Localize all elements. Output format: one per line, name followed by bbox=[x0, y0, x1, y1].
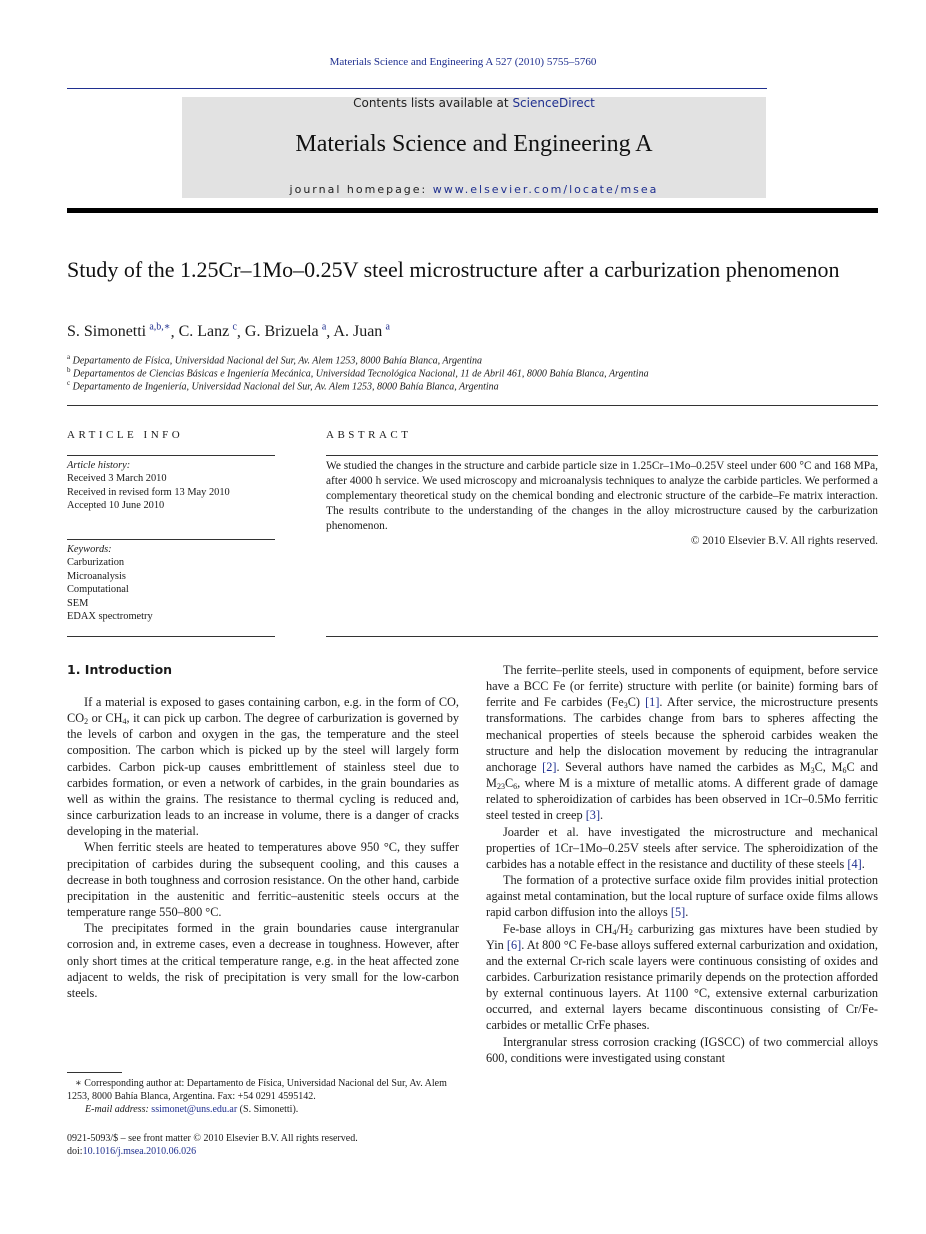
text-run: When ferritic steels are heated to temperatures above 950 °C, they suffer precipitation of carbides during the subsequent cooling, and this causes a decrease in both toughness and corrosion resistance. On the other hand, carbide precipitation in the austenitic and ferritic–austenitic steels occurs at the temperature range 550–800 °C. bbox=[67, 840, 459, 920]
email-suffix: (S. Simonetti). bbox=[237, 1104, 299, 1116]
subscript: 3 bbox=[810, 765, 815, 775]
keyword-list bbox=[67, 556, 277, 623]
reference-link[interactable]: [6] bbox=[506, 937, 522, 952]
text-run: The formation of a protective surface oxide film provides initial protection against metal contamination, but the local rupture of surface oxide films allows rapid carbon diffusion into the alloys bbox=[486, 873, 878, 920]
reference-link[interactable]: [5] bbox=[670, 905, 686, 920]
author-affiliation-mark[interactable]: c bbox=[232, 322, 237, 333]
text-run: Intergranular stress corrosion cracking (IGSCC) of two commercial alloys 600, conditions were investigated using constant bbox=[486, 1034, 878, 1065]
text-run: C, M bbox=[814, 759, 843, 774]
header-rule bbox=[67, 88, 767, 89]
body-column-right bbox=[486, 662, 878, 1066]
text-run: If a material is exposed to gases containing carbon, e.g. in the form of CO, CO bbox=[67, 695, 459, 726]
text-run: The precipitates formed in the grain boundaries cause intergranular corrosion and, in extreme cases, even a decrease in toughness. However, after only short times at the critical temperature range, e.g. in the heat affected zone adjacent to welds, the risk of precipitation is very small for the low-carbon steels. bbox=[67, 921, 459, 1000]
subscript: 4 bbox=[612, 927, 617, 937]
contents-prefix: Contents lists available at bbox=[353, 96, 513, 110]
doi-link[interactable]: 10.1016/j.msea.2010.06.026 bbox=[82, 1146, 197, 1158]
keyword: Computational bbox=[67, 584, 129, 596]
section-heading-introduction: 1. Introduction bbox=[67, 662, 173, 677]
text-run: . After service, the microstructure presents transformations. The carbides change from bars to spheres affecting the mechanical properties of steels because the spheroid carbides weaken the structure and help the dislocation movement by reducing the intragranular anchorage bbox=[486, 695, 878, 774]
abstract-rule bbox=[326, 455, 878, 456]
meta-divider bbox=[67, 405, 878, 406]
keyword: SEM bbox=[67, 597, 89, 609]
text-run: , it can pick up carbon. The degree of carburization is governed by the levels of carbon and oxygen in the gas, the temperature and the steel composition. The carbon which is picked up by the steel will largely form carbides. Carbon pick-up causes embrittlement of stainless steel due to carbides formation, or even a network of carbides, in the grain boundaries as well as within the grains. The resistance to thermal cycling is reduced and, since carburization leads to an increase in volume, there is a danger of cracks developing in the material. bbox=[67, 711, 459, 839]
contents-line bbox=[182, 96, 766, 110]
homepage-prefix: journal homepage: bbox=[289, 183, 433, 196]
author-affiliation-mark[interactable]: a bbox=[321, 322, 327, 333]
abstract-heading: ABSTRACT bbox=[326, 429, 412, 441]
journal-citation[interactable]: Materials Science and Engineering A 527 (2010) 5755–5760 bbox=[329, 56, 597, 68]
page-footer bbox=[67, 1132, 462, 1158]
reference-link[interactable]: [2] bbox=[542, 759, 557, 774]
footnote-star: ∗ bbox=[75, 1078, 82, 1089]
keywords-label: Keywords: bbox=[67, 544, 112, 555]
author[interactable] bbox=[179, 323, 237, 340]
text-run: C bbox=[504, 776, 514, 791]
text-run: . bbox=[600, 808, 604, 823]
author[interactable] bbox=[333, 323, 390, 340]
text-run: . Several authors have named the carbides as M bbox=[556, 759, 811, 774]
footnote-text: Corresponding author at: Departamento de Física, Universidad Nacional del Sur, Av. Alem 1253, 8000 Bahía Blanca, Argentina. Fax: +54 0291 4595142. bbox=[67, 1078, 447, 1103]
text-run: . bbox=[685, 905, 689, 920]
footnote-rule bbox=[67, 1072, 122, 1073]
reference-link[interactable]: [1] bbox=[645, 695, 660, 710]
subscript: 6 bbox=[842, 765, 847, 775]
text-run: . At 800 °C Fe-base alloys suffered external carburization and oxidation, and the external Cr-rich scale layers were continuous consisting of oxides and carbides. Carburization resistance primarily depends on the protection afforded by external continuous layers. At 1100 °C, extensive external carburization occurred, and external layers became discontinuous consisting of Cr/Fe-carbides or metallic CrFe phases. bbox=[486, 937, 879, 1033]
body-paragraph bbox=[486, 662, 878, 824]
body-paragraph bbox=[486, 872, 878, 920]
author-name[interactable]: C. Lanz bbox=[178, 323, 230, 341]
subscript: 4 bbox=[122, 717, 127, 727]
affiliation-text: Departamentos de Ciencias Básicas e Ingeniería Mecánica, Universidad Tecnológica Nacional, 11 de Abril 461, 8000 Bahía Blanca, Argentina bbox=[73, 368, 649, 380]
author[interactable] bbox=[245, 323, 326, 340]
article-history bbox=[67, 459, 277, 513]
issn-line: 0921-5093/$ – see front matter © 2010 Elsevier B.V. All rights reserved. bbox=[67, 1133, 358, 1144]
email-link[interactable]: ssimonet@uns.edu.ar bbox=[151, 1104, 238, 1116]
keyword: Carburization bbox=[67, 557, 125, 569]
text-run: or CH bbox=[88, 711, 123, 726]
body-paragraph bbox=[486, 1034, 878, 1066]
title-divider bbox=[67, 208, 878, 213]
subscript: 2 bbox=[628, 927, 633, 937]
doi-prefix: doi: bbox=[67, 1146, 83, 1158]
author-affiliation-mark[interactable]: a,b,∗ bbox=[149, 322, 171, 333]
info-bottom-rule bbox=[67, 636, 275, 637]
reference-link[interactable]: [3] bbox=[585, 808, 601, 823]
article-title: Study of the 1.25Cr–1Mo–0.25V steel microstructure after a carburization phenomenon bbox=[67, 257, 840, 282]
doi-line bbox=[67, 1145, 462, 1158]
history-entry: Received in revised form 13 May 2010 bbox=[67, 486, 230, 498]
body-paragraph bbox=[67, 920, 459, 1001]
author-name[interactable]: G. Brizuela bbox=[244, 323, 319, 341]
abstract-bottom-rule bbox=[326, 636, 878, 637]
text-run: carburizing gas mixtures have been studied by Yin bbox=[486, 921, 878, 952]
subscript: 3 bbox=[623, 701, 628, 711]
subscript: 23 bbox=[496, 782, 505, 792]
journal-title: Materials Science and Engineering A bbox=[295, 131, 653, 157]
affiliation-label: b bbox=[67, 366, 71, 374]
text-run: /H bbox=[616, 921, 629, 936]
keywords-rule bbox=[67, 539, 275, 540]
text-run: . bbox=[861, 856, 865, 871]
body-column-left bbox=[67, 694, 459, 1001]
text-run: C) bbox=[627, 695, 646, 710]
corresponding-author-footnote bbox=[67, 1077, 462, 1117]
body-paragraph bbox=[486, 921, 878, 1034]
text-run: The ferrite–perlite steels, used in components of equipment, before service have a BCC Fe (or ferrite) structure with perlite (or bainite) forming bars of ferrite and Fe carbides (Fe bbox=[486, 663, 878, 710]
affiliation-label: c bbox=[67, 379, 71, 387]
history-entry: Received 3 March 2010 bbox=[67, 473, 167, 485]
affiliation-text: Departamento de Física, Universidad Nacional del Sur, Av. Alem 1253, 8000 Bahía Blanca, Argentina bbox=[72, 355, 483, 367]
body-paragraph bbox=[486, 824, 878, 872]
author-name[interactable]: A. Juan bbox=[333, 323, 383, 341]
sciencedirect-link[interactable]: ScienceDirect bbox=[512, 96, 595, 110]
body-paragraph bbox=[67, 694, 459, 839]
text-run: Joarder et al. have investigated the microstructure and mechanical properties of 1Cr–1Mo–0.25V steels after service. The spheroidization of the carbides has a notable effect in the resistance and ductility of these steels bbox=[486, 824, 878, 871]
author-list: S. Simonetti $^{a,b,∗}$, C. Lanz $^c$, G. Brizuela $^a$, A. Juan $^a$ bbox=[67, 322, 390, 341]
keyword: EDAX spectrometry bbox=[67, 611, 153, 623]
info-rule bbox=[67, 455, 275, 456]
affiliation-text: Departamento de Ingeniería, Universidad Nacional del Sur, Av. Alem 1253, 8000 Bahía Blanca, Argentina bbox=[72, 381, 499, 393]
history-list bbox=[67, 472, 277, 512]
subscript: 6 bbox=[513, 782, 518, 792]
text-run: Fe-base alloys in CH bbox=[503, 921, 613, 936]
affiliation-label: a bbox=[67, 353, 71, 361]
history-label: Article history: bbox=[67, 460, 131, 471]
body-paragraph bbox=[67, 839, 459, 920]
history-entry: Accepted 10 June 2010 bbox=[67, 500, 165, 512]
author-name[interactable]: S. Simonetti bbox=[67, 323, 147, 341]
author-affiliation-mark[interactable]: a bbox=[385, 322, 390, 333]
journal-homepage bbox=[182, 183, 766, 196]
abstract-text: We studied the changes in the structure and carbide particle size in 1.25Cr–1Mo–0.25V steel under 600 °C and 168 MPa, after 4000 h service. We used microscopy and microanalysis techniques to analyze the carbide particles. We performed a complementary theoretical study on the chemical bonding and electronic structure of the carbide–Fe matrix interaction. The results contribute to the understanding of the changes in the alloy microstructure caused by the carburization phenomenon. bbox=[326, 460, 878, 532]
article-info-heading: ARTICLE INFO bbox=[67, 429, 184, 441]
keyword: Microanalysis bbox=[67, 570, 126, 582]
affiliation bbox=[67, 377, 499, 393]
email-label: E-mail address: bbox=[85, 1104, 149, 1116]
author[interactable] bbox=[67, 323, 171, 340]
text-run: C and M bbox=[486, 759, 878, 791]
subscript: 2 bbox=[84, 717, 89, 727]
text-run: , where M is a mixture of metallic atoms. A different grade of damage related to spheroidization of carbides has been observed in 1Cr–0.5Mo ferritic steel tested in creep bbox=[486, 776, 878, 823]
abstract-copyright: © 2010 Elsevier B.V. All rights reserved. bbox=[690, 535, 878, 547]
reference-link[interactable]: [4] bbox=[847, 856, 862, 871]
keywords-block bbox=[67, 543, 277, 623]
homepage-link[interactable]: www.elsevier.com/locate/msea bbox=[432, 183, 659, 196]
